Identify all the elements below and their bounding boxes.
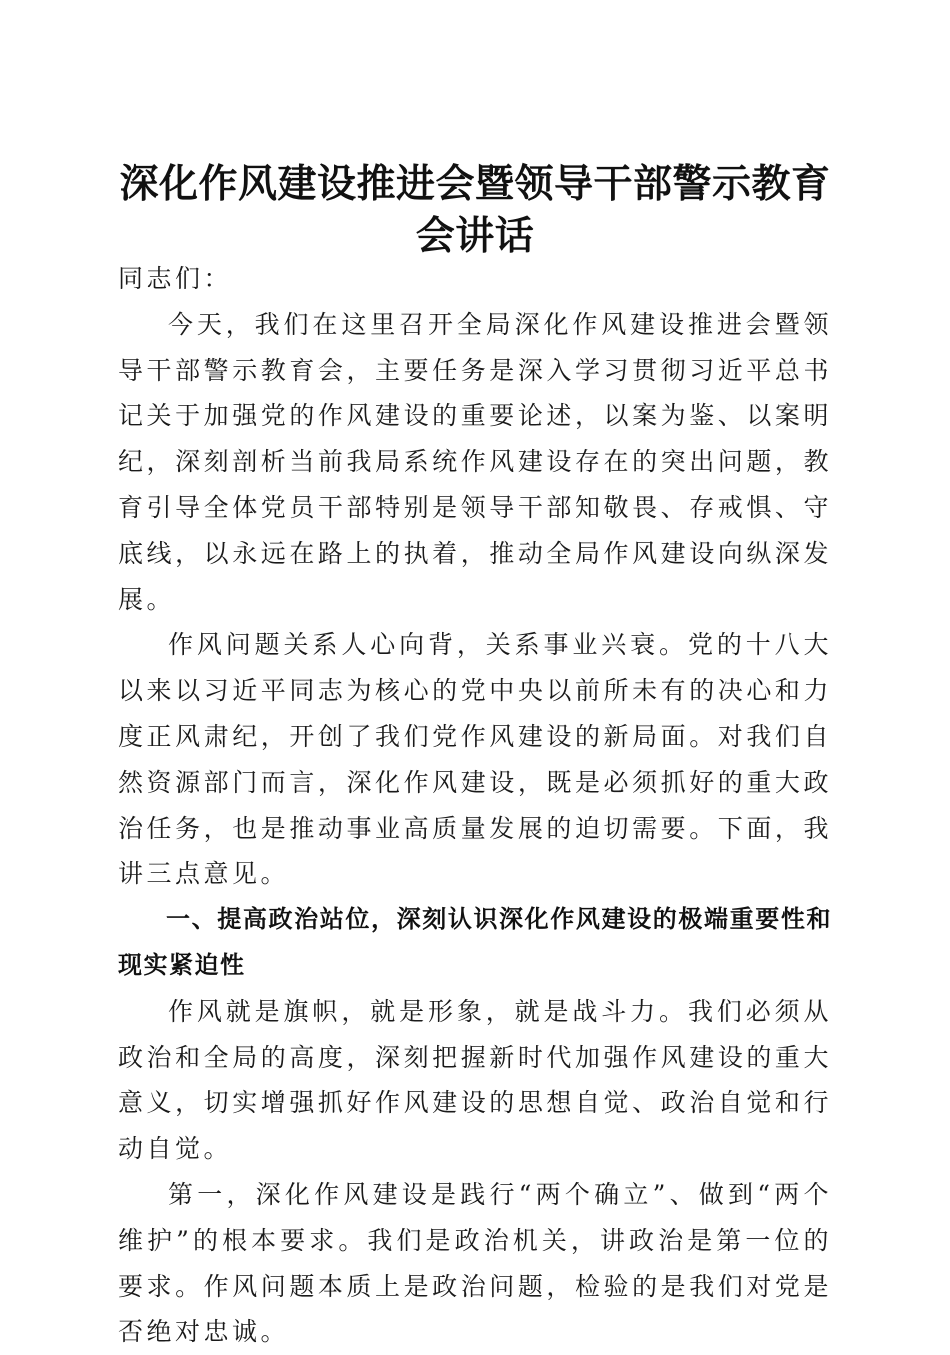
body-paragraph: 今天，我们在这里召开全局深化作风建设推进会暨领导干部警示教育会，主要任务是深入学习贯彻习近平总书记关于加强党的作风建设的重要论述，以案为鉴、以案明纪，深刻剖析当前我局系统作风建设存在的突出问题，教育引导全体党员干部特别是领导干部知敬畏、存戒惧、守底线，以永远在路上的执着，推动全局作风建设向纵深发展。 [118,309,832,614]
document-title: 深化作风建设推进会暨领导干部警示教育会讲话 [119,161,831,260]
body-paragraph: 作风就是旗帜，就是形象，就是战斗力。我们必须从政治和全局的高度，深刻把握新时代加强作风建设的重大意义，切实增强抓好作风建设的思想自觉、政治自觉和行动自觉。 [118,996,832,1164]
salutation: 同志们： [118,264,233,293]
section-heading: 一、提高政治站位，深刻认识深化作风建设的极端重要性和现实紧迫性 [118,905,832,979]
body-paragraph: 第一，深化作风建设是践行“两个确立”、做到“两个维护”的根本要求。我们是政治机关，讲政治是第一位的要求。作风问题本质上是政治问题，检验的是我们对党是否绝对忠诚。 [118,1179,832,1347]
body-paragraph: 作风问题关系人心向背，关系事业兴衰。党的十八大以来以习近平同志为核心的党中央以前所未有的决心和力度正风肃纪，开创了我们党作风建设的新局面。对我们自然资源部门而言，深化作风建设，既是必须抓好的重大政治任务，也是推动事业高质量发展的迫切需要。下面，我讲三点意见。 [118,630,832,889]
document-body [118,256,832,1355]
